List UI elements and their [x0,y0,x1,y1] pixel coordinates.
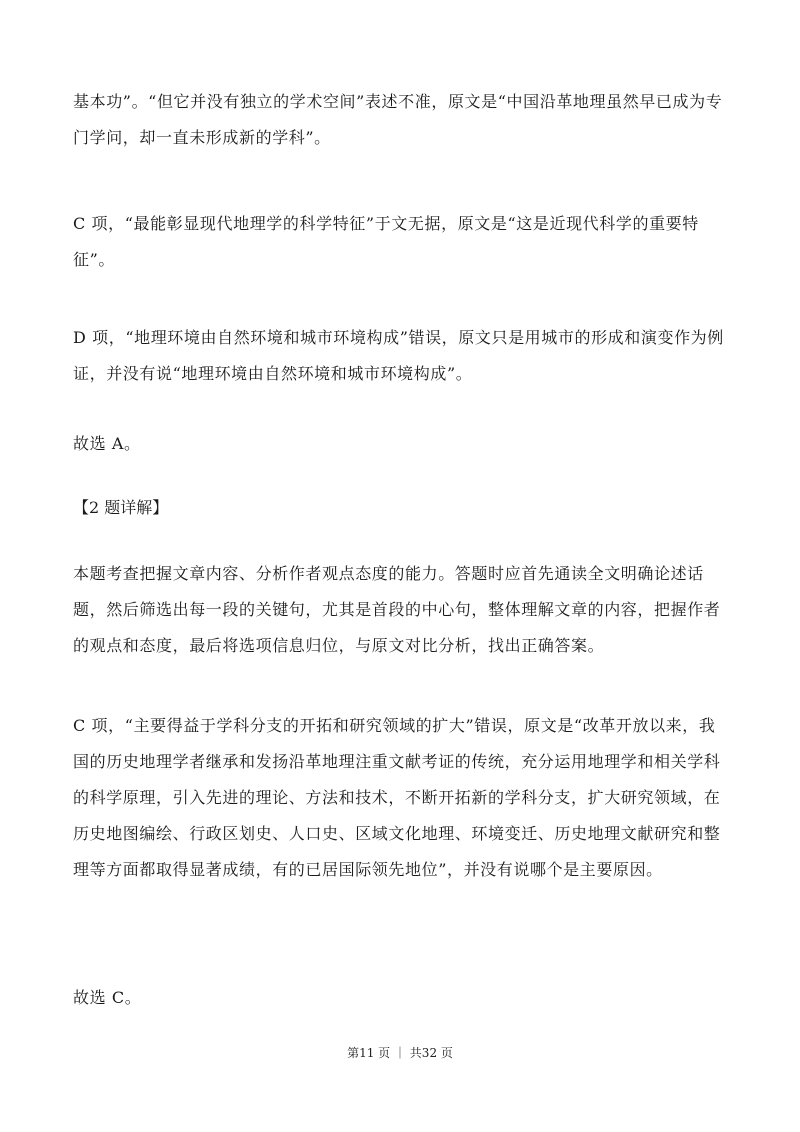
paragraph-answer-a: 故选 A。 [73,434,141,453]
paragraph-1: 基本功”。“但它并没有独立的学术空间”表述不准，原文是“中国沿革地理虽然早已成为专门学问，却一直未形成新的学科”。 [73,92,723,147]
section-heading: 【2 题详解】 [73,498,169,517]
paragraph-option-d: D 项，“地理环境由自然环境和城市环境构成”错误，原文只是用城市的形成和演变作为例证，并没有说“地理环境由自然环境和城市环境构成”。 [73,328,724,383]
page-footer: 第11 页 ｜ 共32 页 [347,1046,453,1060]
paragraph-option-c-detail: C 项，“主要得益于学科分支的开拓和研究领域的扩大”错误，原文是“改革开放以来，我国的历史地理学者继承和发扬沿革地理注重文献考证的传统，充分运用地理学和相关学科的科学原理，引入先进的理论、方法和技术，不断开拓新的学科分支，扩大研究领域，在历史地图编绘、行政区划史、人口史、区域文化地理、环境变迁、历史地理文献研究和整理等方面都取得显著成绩，有的已居国际领先地位”，并没有说哪个是主要原因。 [73,716,721,879]
paragraph-answer-c: 故选 C。 [73,988,142,1007]
paragraph-analysis: 本题考查把握文章内容、分析作者观点态度的能力。答题时应首先通读全文明确论述话题，然后筛选出每一段的关键句，尤其是首段的中心句，整体理解文章的内容，把握作者的观点和态度，最后将选项信息归位，与原文对比分析，找出正确答案。 [73,564,721,655]
paragraph-option-c: C 项，“最能彰显现代地理学的科学特征”于文无据，原文是“这是近现代科学的重要特征”。 [73,214,699,269]
